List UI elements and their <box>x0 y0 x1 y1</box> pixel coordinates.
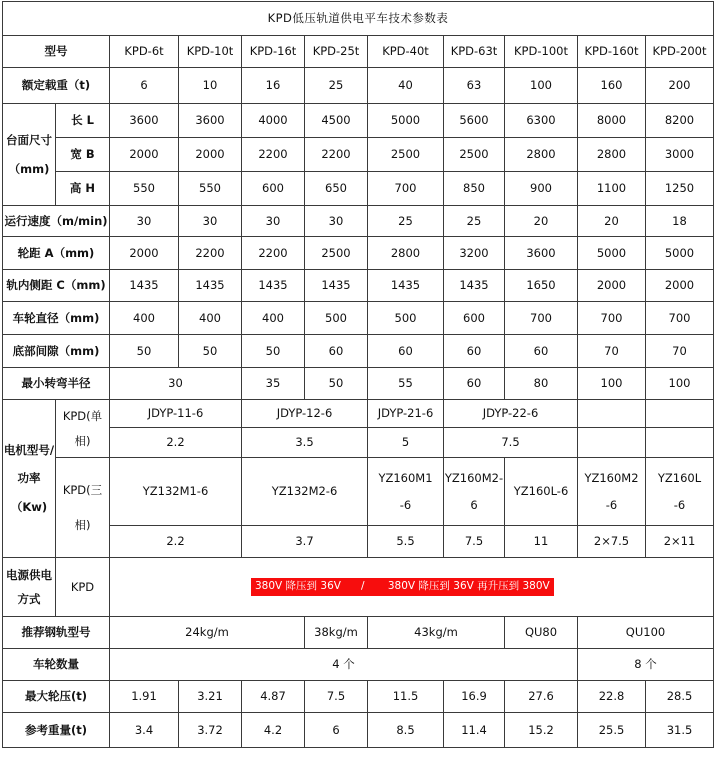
table-cell: 16 <box>242 68 305 104</box>
model-cell: KPD-16t <box>242 36 305 68</box>
table-cell: 600 <box>444 302 505 335</box>
table-cell: 60 <box>444 368 505 400</box>
rail-label: 推荐钢轨型号 <box>3 617 110 649</box>
model-cell: KPD-6t <box>110 36 179 68</box>
single-phase-label-a: KPD(单 <box>62 409 103 424</box>
table-cell: 6300 <box>505 104 578 138</box>
table-cell: 1435 <box>179 270 242 302</box>
table-cell: 30 <box>179 206 242 237</box>
table-cell: 2500 <box>444 138 505 172</box>
table-cell: 1435 <box>242 270 305 302</box>
table-cell: 1650 <box>505 270 578 302</box>
size-label <box>3 104 56 206</box>
table-cell: 3.72 <box>179 713 242 748</box>
power-supply-mode-text: 380V 降压到 36V / 380V 降压到 36V 再升压到 380V <box>251 578 554 595</box>
speed-row <box>3 206 714 237</box>
gauge-row <box>3 270 714 302</box>
table-cell: 2.2 <box>110 526 242 558</box>
table-cell: 7.5 <box>444 526 505 558</box>
table-cell: 100 <box>646 368 714 400</box>
table-cell: 8000 <box>578 104 646 138</box>
table-cell: 28.5 <box>646 681 714 713</box>
motor-model-line: YZ160L-6 <box>513 484 569 499</box>
table-cell: QU80 <box>505 617 578 649</box>
table-cell: 10 <box>179 68 242 104</box>
table-cell: 5 <box>368 428 444 458</box>
clearance-row <box>3 335 714 368</box>
table-cell <box>444 458 505 526</box>
table-cell: 27.6 <box>505 681 578 713</box>
model-cell: KPD-160t <box>578 36 646 68</box>
table-cell: 20 <box>578 206 646 237</box>
size-label-a: 台面尺寸 <box>6 133 52 148</box>
table-cell: 3.7 <box>242 526 368 558</box>
table-cell: 550 <box>110 172 179 206</box>
motor-model-line: -6 <box>605 497 618 512</box>
table-cell <box>368 458 444 526</box>
table-cell: 22.8 <box>578 681 646 713</box>
table-cell: 2500 <box>368 138 444 172</box>
table-cell: 40 <box>368 68 444 104</box>
turn-radius-row <box>3 368 714 400</box>
table-cell: 400 <box>242 302 305 335</box>
table-cell: 160 <box>578 68 646 104</box>
model-cell: KPD-40t <box>368 36 444 68</box>
table-cell: 25.5 <box>578 713 646 748</box>
table-cell: 15.2 <box>505 713 578 748</box>
motor-model-line: YZ160L <box>657 471 702 486</box>
table-cell: 5000 <box>646 237 714 270</box>
wheel-diameter-label: 车轮直径（mm) <box>3 302 110 335</box>
table-cell <box>578 458 646 526</box>
table-cell: 1.91 <box>110 681 179 713</box>
table-cell: 50 <box>110 335 179 368</box>
table-cell: 2000 <box>110 237 179 270</box>
table-cell: 3.21 <box>179 681 242 713</box>
motor-three-model-row <box>3 458 714 526</box>
table-cell: 5000 <box>368 104 444 138</box>
height-label: 高 H <box>56 172 110 206</box>
table-cell <box>646 428 714 458</box>
header-row <box>3 36 714 68</box>
wheel-count-row <box>3 649 714 681</box>
power-supply-cell <box>110 558 714 617</box>
table-cell: QU100 <box>578 617 714 649</box>
wheelbase-label: 轮距 A（mm) <box>3 237 110 270</box>
size-width-row <box>3 138 714 172</box>
table-cell: 3600 <box>505 237 578 270</box>
three-phase-label-a: KPD(三 <box>62 483 103 498</box>
turn-radius-label: 最小转弯半径 <box>3 368 110 400</box>
model-header-label: 型号 <box>3 36 110 68</box>
table-cell: 43kg/m <box>368 617 505 649</box>
table-cell: 7.5 <box>444 428 578 458</box>
table-cell: 1435 <box>110 270 179 302</box>
table-cell: 4.87 <box>242 681 305 713</box>
model-cell: KPD-200t <box>646 36 714 68</box>
table-cell: 30 <box>242 206 305 237</box>
table-cell: 3200 <box>444 237 505 270</box>
motor-group-label-c: （Kw) <box>10 499 48 514</box>
size-label-b: （mm) <box>8 161 50 176</box>
max-wheel-load-label: 最大轮压(t) <box>3 681 110 713</box>
table-cell: 850 <box>444 172 505 206</box>
model-cell: KPD-25t <box>305 36 368 68</box>
motor-model-line: YZ132M2-6 <box>271 484 338 499</box>
table-cell: 2000 <box>110 138 179 172</box>
table-cell: 200 <box>646 68 714 104</box>
model-cell: KPD-63t <box>444 36 505 68</box>
table-cell: 30 <box>305 206 368 237</box>
table-cell: 3000 <box>646 138 714 172</box>
table-cell: 2800 <box>505 138 578 172</box>
table-cell: 25 <box>444 206 505 237</box>
table-cell: 38kg/m <box>305 617 368 649</box>
table-cell: 25 <box>368 206 444 237</box>
power-supply-label-a: 电源供电 <box>6 567 52 582</box>
table-cell: 2800 <box>578 138 646 172</box>
table-cell: 30 <box>110 206 179 237</box>
table-cell: 70 <box>646 335 714 368</box>
table-cell: 2800 <box>368 237 444 270</box>
table-cell: 50 <box>242 335 305 368</box>
table-cell: 5000 <box>578 237 646 270</box>
table-cell: 3600 <box>110 104 179 138</box>
table-cell: 8 个 <box>578 649 714 681</box>
table-cell: 60 <box>305 335 368 368</box>
size-height-row <box>3 172 714 206</box>
table-cell: 4 个 <box>110 649 578 681</box>
table-cell: JDYP-22-6 <box>444 400 578 428</box>
table-cell: 2000 <box>179 138 242 172</box>
motor-model-line: 6 <box>470 497 478 512</box>
power-supply-row <box>3 558 714 617</box>
table-cell: 500 <box>368 302 444 335</box>
table-cell: 400 <box>110 302 179 335</box>
three-phase-label <box>56 458 110 558</box>
max-wheel-load-row <box>3 681 714 713</box>
motor-group-label-b: 功率 <box>17 471 41 486</box>
motor-single-model-row <box>3 400 714 428</box>
table-cell: 18 <box>646 206 714 237</box>
table-cell <box>242 458 368 526</box>
table-cell: 60 <box>444 335 505 368</box>
table-cell: 50 <box>305 368 368 400</box>
three-phase-label-b: 相) <box>74 517 91 532</box>
table-cell: 2.2 <box>110 428 242 458</box>
table-cell: 35 <box>242 368 305 400</box>
rail-row <box>3 617 714 649</box>
table-cell: 700 <box>368 172 444 206</box>
size-length-row <box>3 104 714 138</box>
clearance-label: 底部间隙（mm) <box>3 335 110 368</box>
table-cell: 7.5 <box>305 681 368 713</box>
table-cell: 6 <box>110 68 179 104</box>
table-cell: 2×7.5 <box>578 526 646 558</box>
table-cell: 2×11 <box>646 526 714 558</box>
motor-group-label <box>3 400 56 558</box>
table-cell: 700 <box>505 302 578 335</box>
wheel-diameter-row <box>3 302 714 335</box>
table-cell <box>578 400 646 428</box>
table-cell: 3.4 <box>110 713 179 748</box>
motor-single-power-row <box>3 428 714 458</box>
table-cell: 30 <box>110 368 242 400</box>
table-cell: 16.9 <box>444 681 505 713</box>
table-cell: 4.2 <box>242 713 305 748</box>
table-cell: 100 <box>505 68 578 104</box>
title-row <box>3 2 714 36</box>
table-cell: 600 <box>242 172 305 206</box>
table-cell: 2200 <box>305 138 368 172</box>
spec-table <box>2 1 714 748</box>
motor-model-line: YZ132M1-6 <box>142 484 209 499</box>
motor-model-line: -6 <box>399 497 412 512</box>
table-cell <box>505 458 578 526</box>
table-cell <box>646 400 714 428</box>
speed-label: 运行速度（m/min) <box>3 206 110 237</box>
table-cell: 20 <box>505 206 578 237</box>
width-label: 宽 B <box>56 138 110 172</box>
length-label: 长 L <box>56 104 110 138</box>
power-supply-label-b: 方式 <box>17 592 41 606</box>
table-cell: 1435 <box>444 270 505 302</box>
table-cell: 1435 <box>368 270 444 302</box>
table-cell: 700 <box>578 302 646 335</box>
model-cell: KPD-100t <box>505 36 578 68</box>
motor-group-label-a: 电机型号/ <box>3 442 55 457</box>
single-phase-label-b: 相) <box>74 433 91 448</box>
table-cell: 1100 <box>578 172 646 206</box>
table-cell: 2000 <box>578 270 646 302</box>
table-cell: 8200 <box>646 104 714 138</box>
table-cell: 1250 <box>646 172 714 206</box>
table-cell: 500 <box>305 302 368 335</box>
wheel-count-label: 车轮数量 <box>3 649 110 681</box>
table-cell: 11 <box>505 526 578 558</box>
gauge-label: 轨内侧距 C（mm) <box>3 270 110 302</box>
table-cell: 60 <box>505 335 578 368</box>
table-cell: 2200 <box>242 138 305 172</box>
table-cell: 3600 <box>179 104 242 138</box>
table-cell: 5600 <box>444 104 505 138</box>
table-cell: 2000 <box>646 270 714 302</box>
table-cell: 3.5 <box>242 428 368 458</box>
table-cell: 8.5 <box>368 713 444 748</box>
table-cell: 400 <box>179 302 242 335</box>
table-cell <box>578 428 646 458</box>
table-cell: 11.4 <box>444 713 505 748</box>
motor-three-power-row <box>3 526 714 558</box>
table-cell: 4000 <box>242 104 305 138</box>
power-supply-label <box>3 558 56 617</box>
table-cell: 63 <box>444 68 505 104</box>
power-supply-kpd: KPD <box>56 558 110 617</box>
table-cell: 6 <box>305 713 368 748</box>
table-cell: 70 <box>578 335 646 368</box>
table-cell: 2500 <box>305 237 368 270</box>
model-cell: KPD-10t <box>179 36 242 68</box>
table-cell: 5.5 <box>368 526 444 558</box>
table-cell: 4500 <box>305 104 368 138</box>
load-row <box>3 68 714 104</box>
table-cell: 700 <box>646 302 714 335</box>
table-cell: JDYP-11-6 <box>110 400 242 428</box>
load-label: 额定载重（t) <box>3 68 110 104</box>
table-cell: 80 <box>505 368 578 400</box>
table-cell: 50 <box>179 335 242 368</box>
single-phase-label <box>56 400 110 458</box>
table-cell: 25 <box>305 68 368 104</box>
motor-model-line: YZ160M2- <box>444 471 504 486</box>
table-cell: JDYP-12-6 <box>242 400 368 428</box>
table-cell: 24kg/m <box>110 617 305 649</box>
table-cell <box>110 458 242 526</box>
table-title: KPD低压轨道供电平车技术参数表 <box>3 2 714 36</box>
motor-model-line: YZ160M2 <box>584 471 639 486</box>
table-cell: 550 <box>179 172 242 206</box>
table-cell: JDYP-21-6 <box>368 400 444 428</box>
table-cell: 11.5 <box>368 681 444 713</box>
wheelbase-row <box>3 237 714 270</box>
motor-model-line: YZ160M1 <box>378 471 433 486</box>
table-cell: 2200 <box>242 237 305 270</box>
table-cell: 100 <box>578 368 646 400</box>
table-cell <box>646 458 714 526</box>
weight-label: 参考重量(t) <box>3 713 110 748</box>
motor-model-line: -6 <box>673 497 686 512</box>
table-cell: 900 <box>505 172 578 206</box>
table-cell: 2200 <box>179 237 242 270</box>
table-cell: 1435 <box>305 270 368 302</box>
table-cell: 60 <box>368 335 444 368</box>
weight-row <box>3 713 714 748</box>
table-cell: 650 <box>305 172 368 206</box>
table-cell: 31.5 <box>646 713 714 748</box>
table-cell: 55 <box>368 368 444 400</box>
